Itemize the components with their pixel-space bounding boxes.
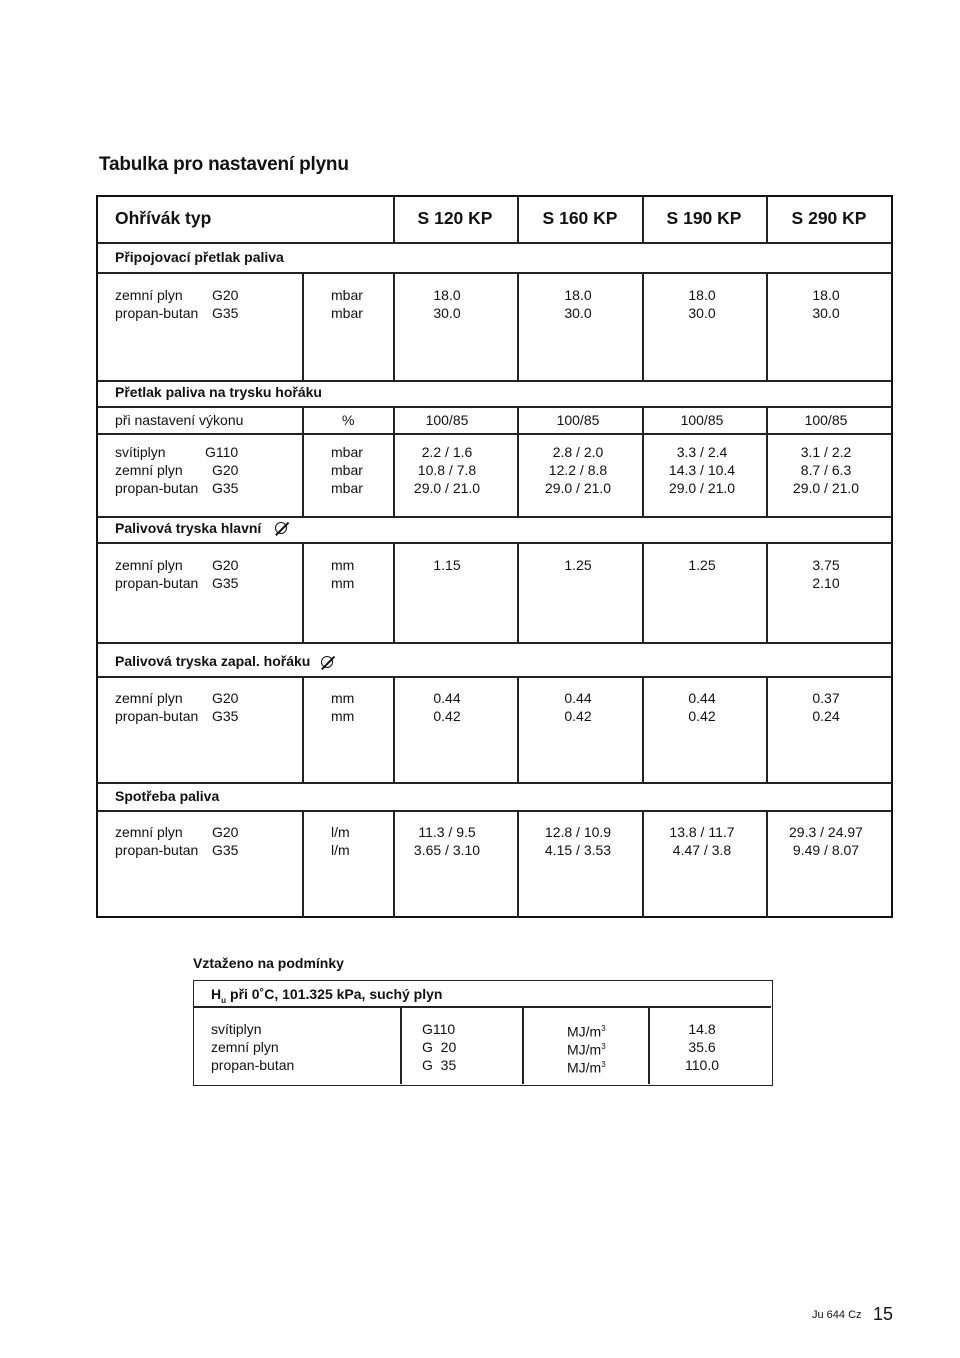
nozzle-pressure-value: 3.3 / 2.4	[676, 444, 728, 460]
connection-pressure-gas-code: G20	[212, 287, 239, 303]
pilot-nozzle-value: 0.42	[688, 708, 716, 724]
section-line	[97, 516, 892, 518]
section-line	[97, 272, 892, 274]
nozzle-pressure-gas-code: G35	[212, 480, 239, 496]
header-line	[97, 242, 892, 244]
unit-base: MJ/m	[567, 1059, 602, 1076]
main-nozzle-unit: mm	[331, 575, 355, 591]
power-setting-unit: %	[342, 412, 355, 428]
nozzle-pressure-value: 2.2 / 1.6	[421, 444, 473, 460]
reference-value: 35.6	[688, 1039, 716, 1055]
column-line	[642, 272, 644, 380]
column-line	[642, 676, 644, 782]
fuel-consumption-value: 3.65 / 3.10	[413, 842, 481, 858]
diameter-icon	[321, 656, 333, 668]
heating-value-symbol: H	[211, 986, 222, 1002]
column-line	[642, 810, 644, 918]
nozzle-pressure-unit: mbar	[331, 444, 363, 460]
column-line	[766, 676, 768, 782]
reference-conditions	[211, 985, 442, 1010]
reference-gas-name: svítiplyn	[211, 1021, 262, 1037]
column-line	[642, 542, 644, 642]
model-header-1: S 160 KP	[542, 208, 618, 228]
conditions-text: při 0˚C, 101.325 kPa, suchý plyn	[230, 986, 443, 1002]
column-line	[302, 542, 304, 642]
column-line	[766, 406, 768, 516]
section-heading-connection-pressure: Připojovací přetlak paliva	[115, 249, 284, 265]
reference-gas-code: G110	[422, 1021, 456, 1037]
reference-conditions-table	[193, 980, 773, 1086]
nozzle-pressure-value: 29.0 / 21.0	[792, 480, 860, 496]
column-line	[517, 196, 519, 242]
nozzle-pressure-value: 3.1 / 2.2	[800, 444, 852, 460]
nozzle-pressure-gas-name: zemní plyn	[115, 462, 183, 478]
connection-pressure-value: 30.0	[433, 305, 461, 321]
power-setting-value: 100/85	[425, 412, 469, 428]
nozzle-pressure-value: 2.8 / 2.0	[552, 444, 604, 460]
pilot-nozzle-gas-code: G35	[212, 708, 239, 724]
column-line	[517, 272, 519, 380]
model-header-3: S 290 KP	[791, 208, 867, 228]
fuel-consumption-value: 11.3 / 9.5	[418, 824, 476, 840]
pilot-nozzle-value: 0.42	[564, 708, 592, 724]
section-line	[97, 380, 892, 382]
fuel-consumption-value: 9.49 / 8.07	[792, 842, 860, 858]
pilot-nozzle-unit: mm	[331, 690, 355, 706]
unit-base: MJ/m	[567, 1041, 602, 1058]
column-line	[517, 542, 519, 642]
page-number: 15	[873, 1304, 894, 1324]
connection-pressure-gas-name: zemní plyn	[115, 287, 183, 303]
column-line	[766, 542, 768, 642]
connection-pressure-value: 18.0	[433, 287, 461, 303]
main-nozzle-gas-code: G35	[212, 575, 239, 591]
connection-pressure-gas-code: G35	[212, 305, 239, 321]
connection-pressure-value: 30.0	[688, 305, 716, 321]
fuel-consumption-value: 29.3 / 24.97	[789, 824, 863, 840]
section-heading-nozzle-pressure: Přetlak paliva na trysku hořáku	[115, 384, 322, 400]
connection-pressure-unit: mbar	[331, 305, 363, 321]
reference-gas-name: zemní plyn	[211, 1039, 279, 1055]
main-nozzle-gas-code: G20	[212, 557, 239, 573]
reference-value: 110.0	[685, 1057, 719, 1073]
fuel-consumption-value: 12.8 / 10.9	[544, 824, 612, 840]
nozzle-pressure-unit: mbar	[331, 480, 363, 496]
fuel-consumption-unit: l/m	[331, 824, 350, 840]
pilot-nozzle-value: 0.37	[812, 690, 840, 706]
reference-gas-name: propan-butan	[211, 1057, 295, 1073]
nozzle-pressure-gas-code: G110	[205, 444, 239, 460]
fuel-consumption-value: 4.15 / 3.53	[544, 842, 612, 858]
main-nozzle-value: 1.25	[564, 557, 592, 573]
fuel-consumption-gas-code: G20	[212, 824, 239, 840]
main-nozzle-value: 1.25	[688, 557, 716, 573]
section-heading-fuel-consumption: Spotřeba paliva	[115, 788, 220, 804]
diameter-icon	[275, 522, 287, 534]
pilot-nozzle-gas-name: zemní plyn	[115, 690, 183, 706]
column-line	[302, 272, 304, 380]
section-line	[97, 676, 892, 678]
column-line	[766, 810, 768, 918]
main-nozzle-gas-name: propan-butan	[115, 575, 199, 591]
section-line	[97, 406, 892, 408]
nozzle-pressure-value: 10.8 / 7.8	[417, 462, 477, 478]
main-nozzle-gas-name: zemní plyn	[115, 557, 183, 573]
fuel-consumption-unit: l/m	[331, 842, 350, 858]
nozzle-pressure-value: 8.7 / 6.3	[800, 462, 852, 478]
nozzle-pressure-unit: mbar	[331, 462, 363, 478]
power-setting-value: 100/85	[680, 412, 724, 428]
column-line	[302, 810, 304, 918]
column-line	[766, 196, 768, 242]
nozzle-pressure-value: 29.0 / 21.0	[668, 480, 736, 496]
fuel-consumption-value: 4.47 / 3.8	[672, 842, 732, 858]
nozzle-pressure-value: 29.0 / 21.0	[413, 480, 481, 496]
type-label: Ohřívák typ	[115, 208, 212, 228]
section-heading-main-nozzle: Palivová tryska hlavní	[115, 520, 262, 536]
reference-unit	[567, 1056, 606, 1077]
nozzle-pressure-gas-name: svítiplyn	[115, 444, 166, 460]
pilot-nozzle-gas-name: propan-butan	[115, 708, 199, 724]
column-line	[517, 406, 519, 516]
unit-superscript: 3	[601, 1042, 606, 1051]
column-line	[642, 406, 644, 516]
model-header-2: S 190 KP	[666, 208, 742, 228]
connection-pressure-gas-name: propan-butan	[115, 305, 199, 321]
unit-superscript: 3	[601, 1024, 606, 1033]
column-line	[517, 810, 519, 918]
power-setting-label: při nastavení výkonu	[115, 412, 244, 428]
power-setting-value: 100/85	[556, 412, 600, 428]
column-line	[517, 676, 519, 782]
main-nozzle-unit: mm	[331, 557, 355, 573]
power-setting-value: 100/85	[804, 412, 848, 428]
column-line	[302, 676, 304, 782]
fuel-consumption-gas-code: G35	[212, 842, 239, 858]
connection-pressure-value: 18.0	[564, 287, 592, 303]
unit-base: MJ/m	[567, 1023, 602, 1040]
pilot-nozzle-value: 0.24	[812, 708, 840, 724]
connection-pressure-value: 18.0	[812, 287, 840, 303]
unit-superscript: 3	[601, 1060, 606, 1069]
section-line	[97, 642, 892, 644]
column-line	[302, 406, 304, 516]
fuel-consumption-gas-name: zemní plyn	[115, 824, 183, 840]
document-reference: Ju 644 Cz	[812, 1309, 862, 1321]
fuel-consumption-value: 13.8 / 11.7	[669, 824, 735, 840]
section-line	[97, 433, 892, 435]
section-line	[97, 782, 892, 784]
pilot-nozzle-unit: mm	[331, 708, 355, 724]
column-line	[766, 272, 768, 380]
page-title: Tabulka pro nastavení plynu	[99, 154, 349, 175]
reference-value: 14.8	[688, 1021, 716, 1037]
reference-column-line	[522, 1006, 524, 1084]
reference-gas-code: G 35	[422, 1057, 457, 1073]
pilot-nozzle-value: 0.42	[433, 708, 461, 724]
pilot-nozzle-value: 0.44	[564, 690, 592, 706]
connection-pressure-value: 18.0	[688, 287, 716, 303]
heating-value-subscript: u	[221, 995, 227, 1005]
connection-pressure-value: 30.0	[812, 305, 840, 321]
fuel-consumption-gas-name: propan-butan	[115, 842, 199, 858]
nozzle-pressure-gas-code: G20	[212, 462, 239, 478]
pilot-nozzle-gas-code: G20	[212, 690, 239, 706]
nozzle-pressure-value: 12.2 / 8.8	[548, 462, 608, 478]
reference-gas-code: G 20	[422, 1039, 457, 1055]
section-heading-pilot-nozzle: Palivová tryska zapal. hořáku	[115, 653, 311, 669]
nozzle-pressure-value: 29.0 / 21.0	[544, 480, 612, 496]
section-line	[97, 810, 892, 812]
connection-pressure-unit: mbar	[331, 287, 363, 303]
connection-pressure-value: 30.0	[564, 305, 592, 321]
reference-column-line	[400, 1006, 402, 1084]
pilot-nozzle-value: 0.44	[433, 690, 461, 706]
main-nozzle-value: 3.75	[812, 557, 840, 573]
pilot-nozzle-value: 0.44	[688, 690, 716, 706]
section-line	[97, 542, 892, 544]
nozzle-pressure-gas-name: propan-butan	[115, 480, 199, 496]
reference-conditions-heading: Vztaženo na podmínky	[193, 955, 344, 971]
main-nozzle-value: 1.15	[433, 557, 461, 573]
main-nozzle-value: 2.10	[812, 575, 840, 591]
gas-settings-table	[96, 195, 893, 918]
model-header-0: S 120 KP	[417, 208, 493, 228]
nozzle-pressure-value: 14.3 / 10.4	[668, 462, 736, 478]
